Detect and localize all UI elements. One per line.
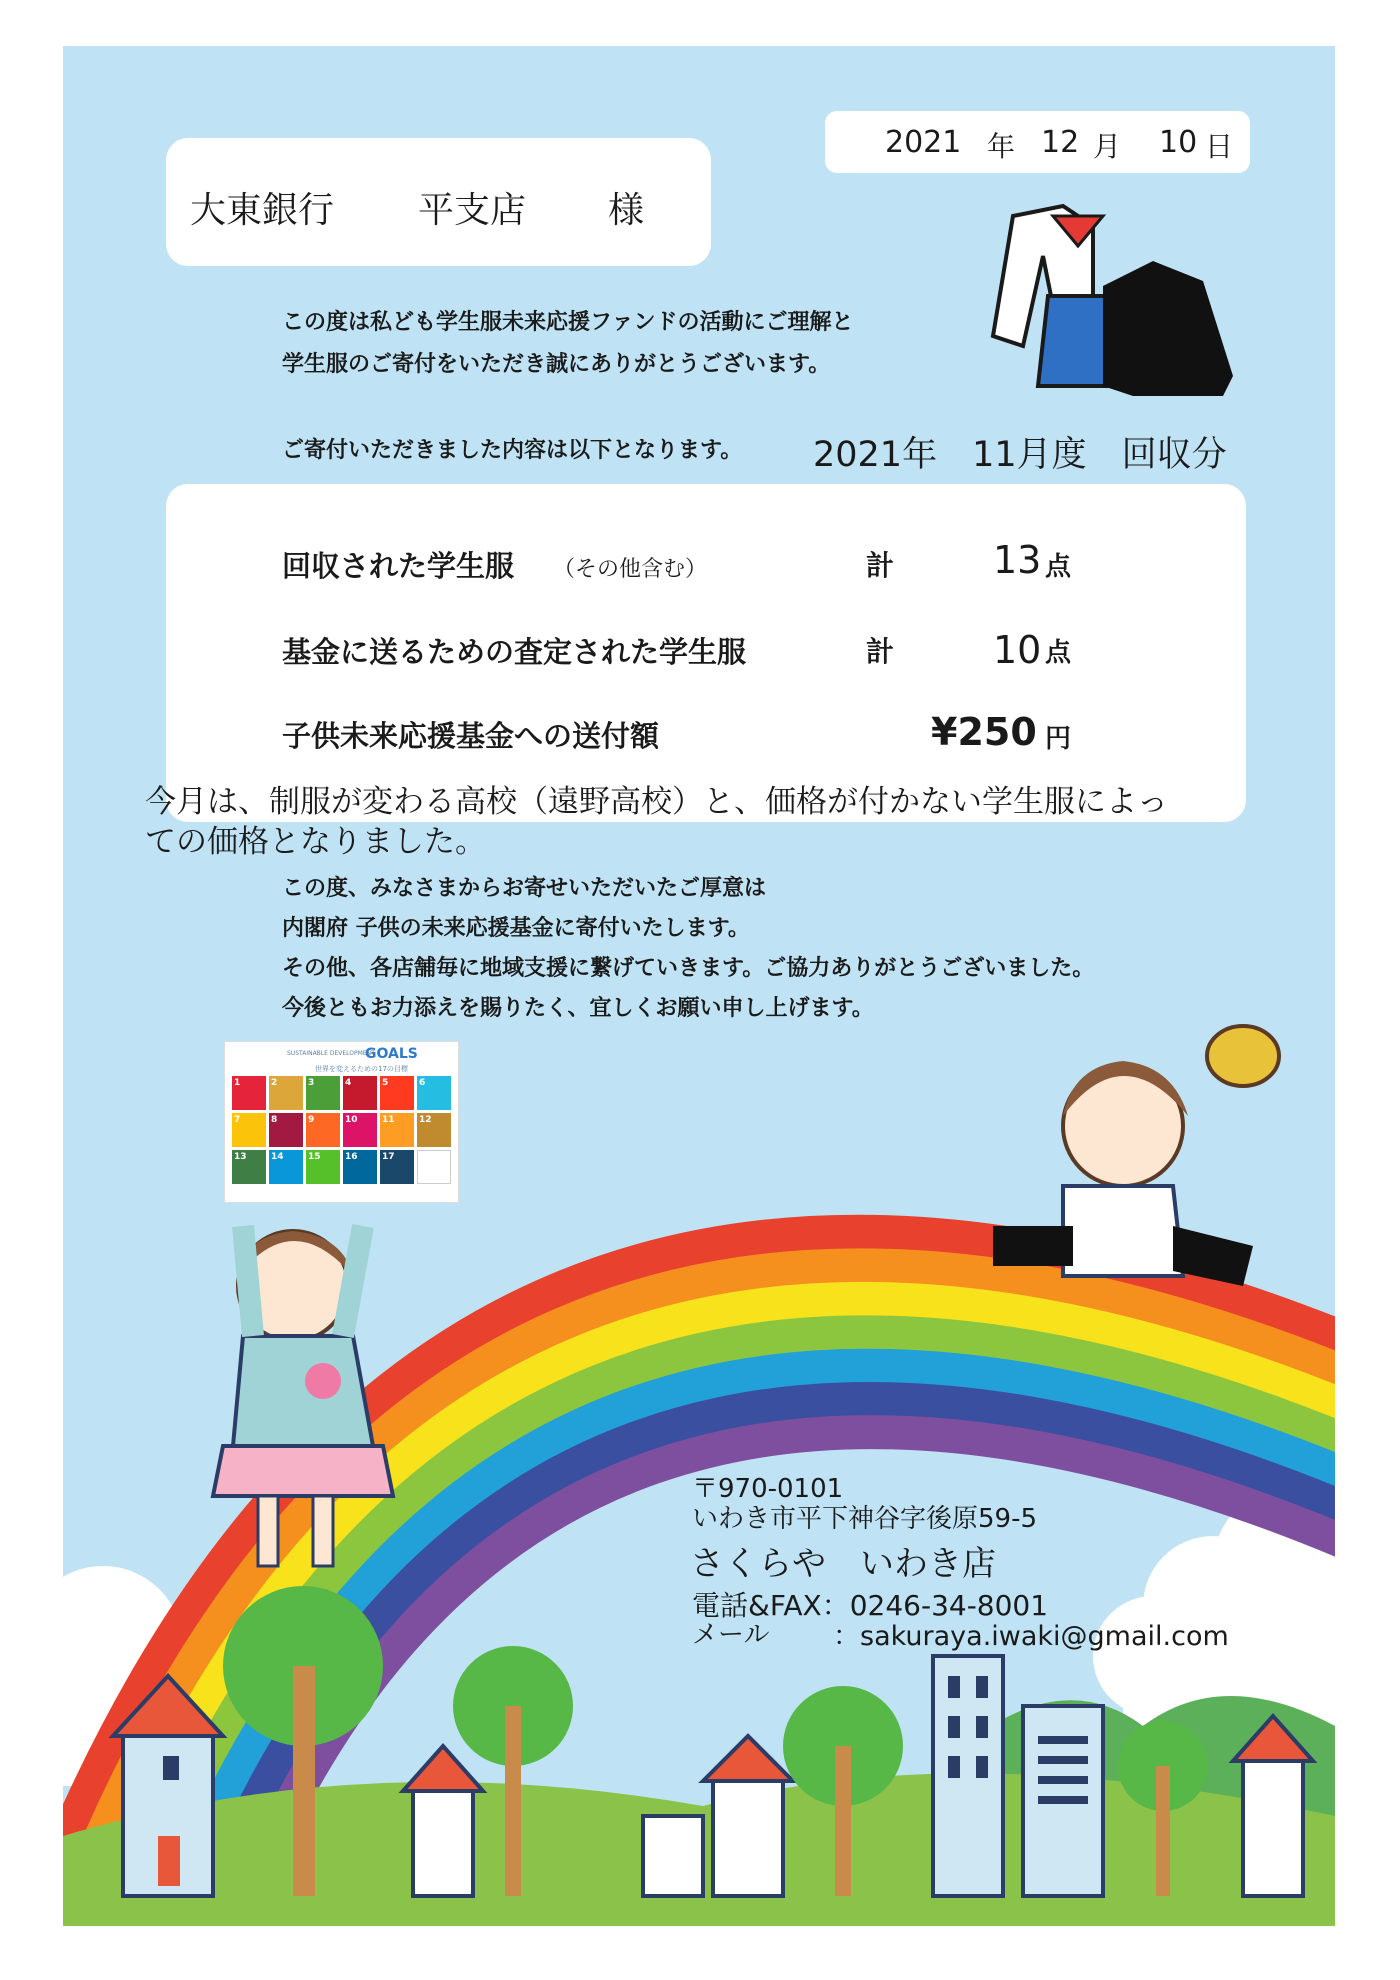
sdgs-title-small: SUSTAINABLE DEVELOPMENT (287, 1050, 375, 1057)
row-assessed-unit: 点 (1045, 638, 1072, 668)
sdgs-goal-tile: 4 (343, 1076, 377, 1110)
sdgs-goal-tile: 5 (380, 1076, 414, 1110)
store-name: さくらや いわき店 (690, 1544, 996, 1584)
row-collected-kei: 計 (866, 549, 895, 582)
sdgs-goal-tile: 12 (417, 1113, 451, 1147)
sdgs-goal-tile: 3 (306, 1076, 340, 1110)
notice-line-1: 今月は、制服が変わる高校（遠野高校）と、価格が付かない学生服によっ (145, 784, 1168, 820)
row-collected-label: 回収された学生服 (282, 549, 515, 583)
sdgs-goal-tile: 16 (343, 1150, 377, 1184)
sdgs-goal-tile: 17 (380, 1150, 414, 1184)
date-month: 12 (1041, 125, 1080, 160)
date-year: 2021 (885, 125, 962, 160)
row-donation-value: ¥250 (931, 710, 1037, 754)
row-assessed-label: 基金に送るための査定された学生服 (282, 635, 747, 669)
row-assessed-value: 10 (993, 628, 1042, 672)
sdgs-goal-tile: 13 (232, 1150, 266, 1184)
closing-line-3: その他、各店舗毎に地域支援に繋げていきます。ご協力ありがとうございました。 (282, 956, 1095, 981)
sdgs-goal-tile: 1 (232, 1076, 266, 1110)
closing-line-1: この度、みなさまからお寄せいただいたご厚意は (282, 876, 767, 901)
intro-line-2: 学生服のご寄付をいただき誠にありがとうございます。 (282, 352, 831, 377)
sdgs-logo-tile (417, 1150, 451, 1184)
store-tel: 電話&FAX：0246-34-8001 (692, 1589, 1049, 1622)
row-collected-note: （その他含む） (553, 557, 708, 582)
notice-line-2: ての価格となりました。 (145, 824, 486, 860)
date-month-unit: 月 (1093, 130, 1122, 163)
sdgs-goal-tile: 9 (306, 1113, 340, 1147)
store-postal: 〒970-0101 (692, 1474, 844, 1504)
closing-line-2: 内閣府 子供の未来応援基金に寄付いたします。 (282, 916, 750, 941)
recipient-honorific: 様 (608, 190, 645, 231)
row-collected-unit: 点 (1045, 552, 1072, 582)
period-label: 2021年 11月度 回収分 (813, 435, 1227, 475)
date-day: 10 (1159, 125, 1198, 160)
recipient-bank: 大東銀行 (190, 190, 335, 231)
period-lead: ご寄付いただきました内容は以下となります。 (282, 438, 743, 463)
row-donation-unit: 円 (1045, 724, 1072, 754)
school-uniform-illustration (993, 206, 1233, 396)
sdgs-goal-tile: 14 (269, 1150, 303, 1184)
closing-line-4: 今後ともお力添えを賜りたく、宜しくお願い申し上げます。 (282, 996, 874, 1021)
sdgs-goal-tile: 11 (380, 1113, 414, 1147)
flyer-sheet (63, 46, 1335, 1926)
sdgs-goal-tile: 10 (343, 1113, 377, 1147)
date-year-unit: 年 (987, 130, 1016, 163)
intro-line-1: この度は私ども学生服未来応援ファンドの活動にご理解と (282, 310, 854, 335)
date-day-unit: 日 (1205, 130, 1234, 163)
sdgs-goal-tile: 8 (269, 1113, 303, 1147)
row-assessed-kei: 計 (866, 635, 895, 668)
sdgs-goal-tile: 7 (232, 1113, 266, 1147)
sdgs-subtitle: 世界を変えるための17の目標 (315, 1065, 408, 1073)
store-mail[interactable]: ：sakuraya.iwaki@gmail.com (833, 1621, 1229, 1652)
row-collected-value: 13 (993, 538, 1042, 582)
row-donation-label: 子供未来応援基金への送付額 (282, 719, 660, 753)
sdgs-goal-tile: 15 (306, 1150, 340, 1184)
store-mail-label: メール (692, 1620, 770, 1650)
store-address: いわき市平下神谷字後原59-5 (692, 1504, 1038, 1534)
sdgs-goal-grid (232, 1076, 452, 1196)
sdgs-goal-tile: 2 (269, 1076, 303, 1110)
sdgs-title-big: GOALS (365, 1046, 418, 1062)
recipient-branch: 平支店 (418, 190, 527, 231)
sdgs-panel (224, 1041, 459, 1203)
sdgs-goal-tile: 6 (417, 1076, 451, 1110)
boy-illustration (993, 1026, 1279, 1286)
